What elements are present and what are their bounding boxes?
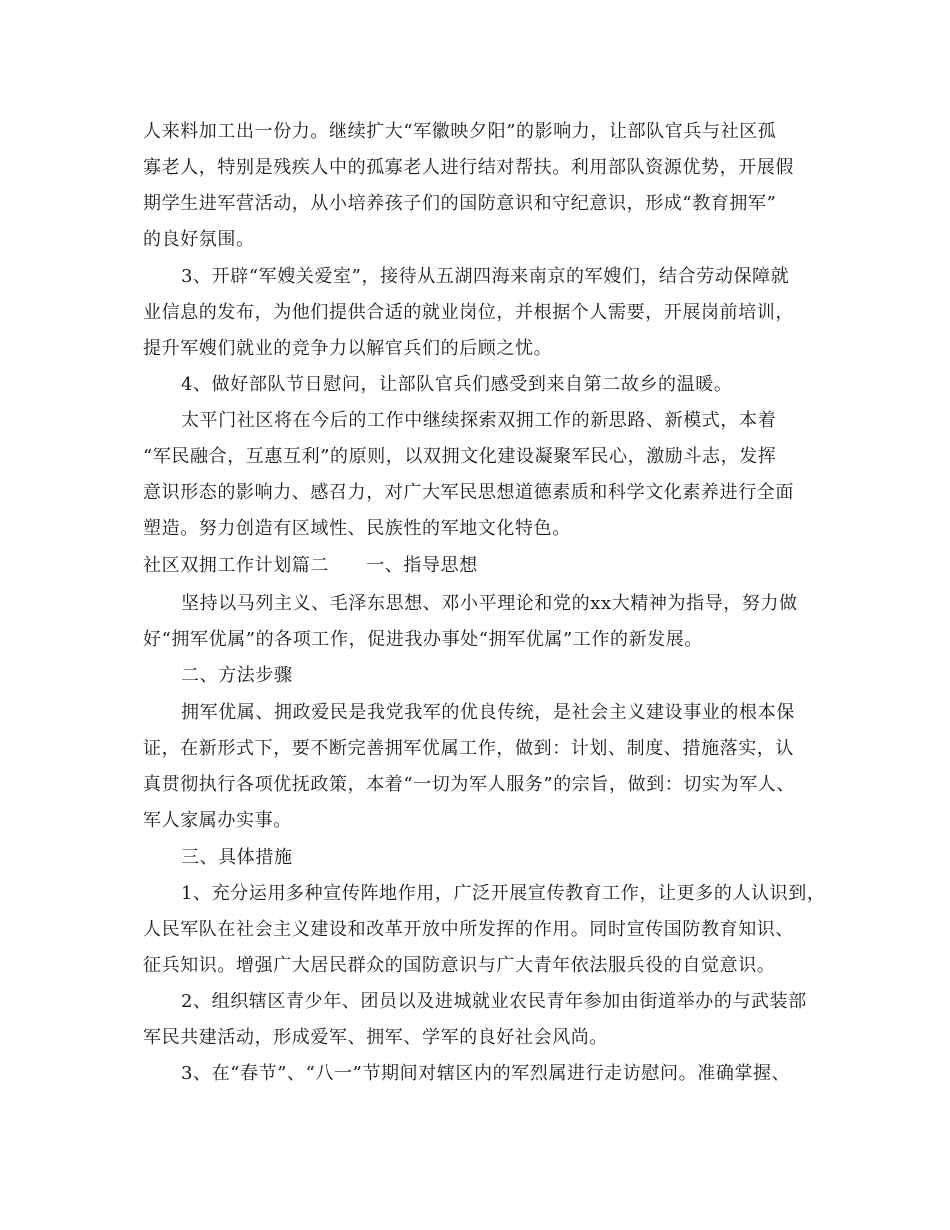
section-heading: 三、具体措施 xyxy=(181,847,293,868)
text-line: 2、组织辖区青少年、团员以及进城就业农民青年参加由街道举办的与武装部 xyxy=(181,991,807,1012)
text-line: 意识形态的影响力、感召力，对广大军民思想道德素质和科学文化素养进行全面 xyxy=(143,482,794,503)
text-line: 的良好氛围。 xyxy=(143,229,255,250)
text-line: 人来料加工出一份力。继续扩大“军徽映夕阳”的影响力，让部队官兵与社区孤 xyxy=(143,121,777,142)
text-line: 4、做好部队节日慰问，让部队官兵们感受到来自第二故乡的温暖。 xyxy=(181,374,733,395)
text-line: “军民融合，互惠互利”的原则，以双拥文化建设凝聚军民心，激励斗志，发挥 xyxy=(143,446,777,467)
text-line: 期学生进军营活动，从小培养孩子们的国防意识和守纪意识，形成“教育拥军” xyxy=(143,193,777,214)
text-line: 太平门社区将在今后的工作中继续探索双拥工作的新思路、新模式，本着 xyxy=(181,410,777,431)
text-line: 寡老人，特别是残疾人中的孤寡老人进行结对帮扶。利用部队资源优势，开展假 xyxy=(143,157,794,178)
section-heading: 社区双拥工作计划篇二 一、指导思想 xyxy=(143,555,478,576)
text-line: 真贯彻执行各项优抚政策，本着“一切为军人服务”的宗旨，做到：切实为军人、 xyxy=(143,774,796,795)
text-line: 征兵知识。增强广大居民群众的国防意识与广大青年依法服兵役的自觉意识。 xyxy=(143,955,776,976)
section-heading: 二、方法步骤 xyxy=(181,665,293,686)
text-line: 好“拥军优属”的各项工作，促进我办事处“拥军优属”工作的新发展。 xyxy=(143,629,704,650)
text-line: 业信息的发布，为他们提供合适的就业岗位，并根据个人需要，开展岗前培训， xyxy=(143,302,794,323)
text-line: 塑造。努力创造有区域性、民族性的军地文化特色。 xyxy=(143,518,571,539)
text-line: 1、充分运用多种宣传阵地作用，广泛开展宣传教育工作，让更多的人认识到， xyxy=(181,883,826,904)
text-line: 军民共建活动，形成爱军、拥军、学军的良好社会风尚。 xyxy=(143,1027,608,1048)
text-line: 军人家属办实事。 xyxy=(143,810,292,831)
text-line: 证，在新形式下，要不断完善拥军优属工作，做到：计划、制度、措施落实，认 xyxy=(143,738,794,759)
text-line: 提升军嫂们就业的竞争力以解官兵们的后顾之忧。 xyxy=(143,338,553,359)
text-line: 人民军队在社会主义建设和改革开放中所发挥的作用。同时宣传国防教育知识、 xyxy=(143,919,794,940)
text-line: 拥军优属、拥政爱民是我党我军的优良传统，是社会主义建设事业的根本保 xyxy=(181,702,795,723)
text-line: 3、开辟“军嫂关爱室”，接待从五湖四海来南京的军嫂们，结合劳动保障就 xyxy=(181,266,790,287)
text-line: 坚持以马列主义、毛泽东思想、邓小平理论和党的xx大精神为指导，努力做 xyxy=(181,593,798,614)
text-line: 3、在“春节”、“八一”节期间对辖区内的军烈属进行走访慰问。准确掌握、 xyxy=(181,1063,791,1084)
